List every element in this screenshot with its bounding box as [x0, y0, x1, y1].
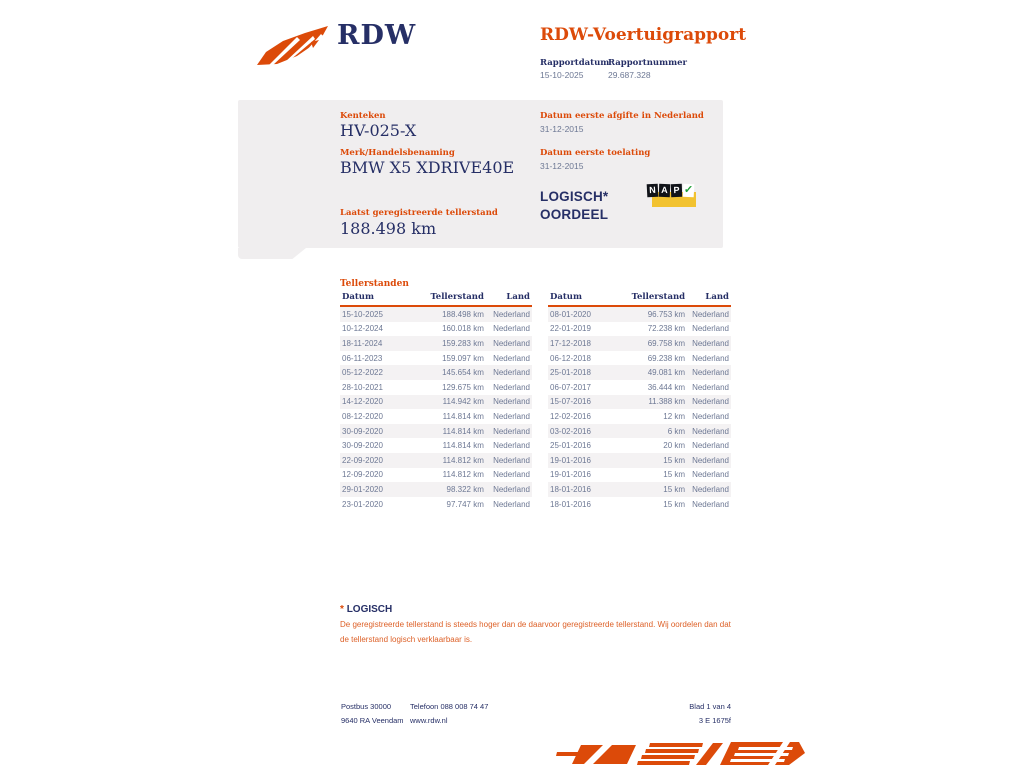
cell-datum: 22-09-2020: [342, 455, 383, 465]
odometer-row: [548, 438, 731, 453]
odometer-row: [340, 395, 532, 410]
cell-datum: 28-10-2021: [342, 382, 383, 392]
odometer-row: [340, 438, 532, 453]
odometer-row: [548, 351, 731, 366]
odometer-row: [340, 322, 532, 337]
footer-contact: [410, 700, 488, 728]
cell-datum: 10-12-2024: [342, 324, 383, 334]
cell-datum: 14-12-2020: [342, 397, 383, 407]
afgifte-value: 31-12-2015: [540, 124, 584, 134]
nap-letter-n: N: [647, 184, 659, 198]
cell-tellerstand: 160.018 km: [442, 324, 484, 334]
cell-land: Nederland: [493, 368, 530, 378]
cell-land: Nederland: [493, 499, 530, 509]
cell-datum: 30-09-2020: [342, 426, 383, 436]
cell-tellerstand: 145.654 km: [442, 368, 484, 378]
odometer-row: [340, 365, 532, 380]
odometer-row: [340, 409, 532, 424]
report-date-label: Rapportdatum: [540, 58, 610, 68]
odometer-row: [548, 409, 731, 424]
cell-datum: 19-01-2016: [550, 455, 591, 465]
cell-datum: 17-12-2018: [550, 338, 591, 348]
cell-land: Nederland: [493, 397, 530, 407]
cell-tellerstand: 6 km: [667, 426, 686, 436]
footer-address-line2: 9640 RA Veendam: [341, 716, 404, 725]
cell-land: Nederland: [692, 411, 729, 421]
cell-land: Nederland: [493, 324, 530, 334]
footnote-text: De geregistreerde tellerstand is steeds hoger dan de daarvoor geregistreerde tellerstand. Wij oordelen dan dat de tellerstand logisch verklaarbaar is.: [340, 620, 731, 644]
cell-datum: 25-01-2018: [550, 368, 591, 378]
cell-tellerstand: 36.444 km: [647, 382, 686, 392]
cell-datum: 12-02-2016: [550, 411, 591, 421]
cell-datum: 06-07-2017: [550, 382, 591, 392]
nap-logo: [647, 184, 697, 210]
cell-land: Nederland: [692, 353, 729, 363]
cell-datum: 03-02-2016: [550, 426, 591, 436]
oordeel-badge: [540, 188, 608, 224]
oordeel-line2: OORDEEL: [540, 207, 609, 222]
cell-datum: 18-01-2016: [550, 499, 591, 509]
cell-datum: 06-12-2018: [550, 353, 591, 363]
odometer-row: [548, 482, 731, 497]
odometer-row: [340, 351, 532, 366]
footer-address: [341, 700, 404, 728]
cell-tellerstand: 114.812 km: [442, 455, 484, 465]
cell-land: Nederland: [493, 426, 530, 436]
toelating-value: 31-12-2015: [540, 161, 584, 171]
footnote-title: LOGISCH: [346, 604, 393, 615]
tellerstand-value: 188.498 km: [340, 219, 437, 238]
footer-meta: [581, 700, 731, 728]
report-number-label: Rapportnummer: [608, 58, 687, 68]
kenteken-label: Kenteken: [340, 111, 386, 121]
odometer-table-right: [548, 290, 731, 511]
cell-land: Nederland: [493, 411, 530, 421]
cell-tellerstand: 159.097 km: [442, 353, 484, 363]
cell-land: Nederland: [493, 382, 530, 392]
table-header-row: [548, 290, 731, 306]
column-header-datum: Datum: [548, 290, 625, 306]
cell-datum: 05-12-2022: [342, 368, 383, 378]
cell-land: Nederland: [493, 441, 530, 451]
cell-tellerstand: 129.675 km: [442, 382, 484, 392]
footnote-asterisk: *: [340, 604, 344, 615]
cell-datum: 18-11-2024: [342, 338, 383, 348]
odometer-row: [340, 482, 532, 497]
cell-land: Nederland: [692, 441, 729, 451]
cell-land: Nederland: [692, 470, 729, 480]
cell-tellerstand: 96.753 km: [647, 309, 686, 319]
cell-tellerstand: 15 km: [663, 455, 686, 465]
odometer-row: [548, 365, 731, 380]
odometer-row: [548, 497, 731, 512]
tellerstand-label: Laatst geregistreerde tellerstand: [340, 208, 498, 218]
footer-phone: Telefoon 088 008 74 47: [410, 702, 489, 711]
cell-land: Nederland: [493, 353, 530, 363]
odometer-row: [548, 395, 731, 410]
cell-land: Nederland: [692, 397, 729, 407]
document-title: RDW-Voertuigrapport: [540, 25, 747, 45]
cell-land: Nederland: [692, 426, 729, 436]
odometer-row: [548, 453, 731, 468]
cell-tellerstand: 114.814 km: [442, 426, 484, 436]
cell-tellerstand: 98.322 km: [446, 484, 484, 494]
rdw-stripes-decoration-icon: [543, 737, 805, 768]
rdw-feather-logo-icon: [255, 24, 331, 70]
column-header-tellerstand: Tellerstand: [625, 290, 687, 306]
cell-datum: 15-10-2025: [342, 309, 383, 319]
oordeel-line1: LOGISCH*: [540, 189, 609, 204]
odometer-row: [340, 306, 532, 322]
footnote-heading: [340, 604, 392, 615]
cell-datum: 22-01-2019: [550, 324, 591, 334]
odometer-row: [340, 336, 532, 351]
cell-land: Nederland: [692, 368, 729, 378]
column-header-tellerstand: Tellerstand: [421, 290, 486, 306]
column-header-datum: Datum: [340, 290, 421, 306]
cell-datum: 15-07-2016: [550, 397, 591, 407]
cell-datum: 25-01-2016: [550, 441, 591, 451]
report-date-value: 15-10-2025: [540, 70, 584, 80]
cell-land: Nederland: [692, 455, 729, 465]
cell-land: Nederland: [493, 455, 530, 465]
odometer-row: [340, 380, 532, 395]
footer-page-indicator: Blad 1 van 4: [689, 702, 731, 711]
odometer-row: [548, 424, 731, 439]
tellerstanden-section-title: Tellerstanden: [340, 279, 409, 289]
odometer-row: [548, 322, 731, 337]
odometer-row: [340, 468, 532, 483]
cell-datum: 29-01-2020: [342, 484, 383, 494]
footer-form-code: 3 E 1675f: [698, 716, 731, 725]
cell-tellerstand: 15 km: [663, 470, 686, 480]
odometer-row: [340, 453, 532, 468]
cell-tellerstand: 15 km: [663, 484, 686, 494]
cell-tellerstand: 188.498 km: [442, 309, 484, 319]
column-header-land: Land: [687, 290, 731, 306]
cell-tellerstand: 114.812 km: [442, 470, 484, 480]
cell-land: Nederland: [692, 338, 729, 348]
cell-datum: 06-11-2023: [342, 353, 383, 363]
cell-land: Nederland: [493, 470, 530, 480]
cell-tellerstand: 114.814 km: [442, 411, 484, 421]
vehicle-summary-panel-tab: [238, 248, 306, 259]
odometer-row: [340, 497, 532, 512]
nap-letter-p: P: [671, 184, 682, 197]
cell-tellerstand: 97.747 km: [446, 499, 484, 509]
cell-datum: 08-01-2020: [550, 309, 591, 319]
column-header-land: Land: [486, 290, 532, 306]
cell-tellerstand: 72.238 km: [647, 324, 686, 334]
cell-tellerstand: 69.238 km: [647, 353, 686, 363]
cell-datum: 18-01-2016: [550, 484, 591, 494]
rdw-logo-text: RDW: [337, 20, 417, 51]
cell-land: Nederland: [692, 324, 729, 334]
cell-land: Nederland: [493, 484, 530, 494]
table-header-row: [340, 290, 532, 306]
cell-land: Nederland: [493, 338, 530, 348]
odometer-row: [548, 468, 731, 483]
nap-letter-a: A: [659, 184, 670, 197]
cell-datum: 08-12-2020: [342, 411, 383, 421]
cell-land: Nederland: [493, 309, 530, 319]
toelating-label: Datum eerste toelating: [540, 148, 651, 158]
odometer-row: [548, 336, 731, 351]
cell-tellerstand: 20 km: [663, 441, 686, 451]
cell-tellerstand: 11.388 km: [648, 397, 686, 407]
cell-land: Nederland: [692, 382, 729, 392]
cell-tellerstand: 159.283 km: [442, 338, 484, 348]
cell-land: Nederland: [692, 484, 729, 494]
cell-datum: 12-09-2020: [342, 470, 383, 480]
nap-checkmark-icon: ✓: [683, 183, 694, 197]
report-number-value: 29.687.328: [608, 70, 651, 80]
cell-tellerstand: 69.758 km: [647, 338, 686, 348]
cell-land: Nederland: [692, 499, 729, 509]
odometer-row: [548, 380, 731, 395]
merk-label: Merk/Handelsbenaming: [340, 148, 455, 158]
cell-tellerstand: 15 km: [663, 499, 686, 509]
cell-tellerstand: 114.814 km: [442, 441, 484, 451]
cell-tellerstand: 12 km: [663, 411, 686, 421]
odometer-row: [340, 424, 532, 439]
kenteken-value: HV-025-X: [340, 121, 417, 140]
cell-datum: 19-01-2016: [550, 470, 591, 480]
footer-website-link[interactable]: www.rdw.nl: [410, 716, 448, 725]
merk-value: BMW X5 XDRIVE40E: [340, 158, 515, 177]
cell-tellerstand: 114.942 km: [442, 397, 484, 407]
footer-address-line1: Postbus 30000: [341, 702, 392, 711]
afgifte-label: Datum eerste afgifte in Nederland: [540, 111, 704, 121]
cell-datum: 30-09-2020: [342, 441, 383, 451]
cell-tellerstand: 49.081 km: [647, 368, 686, 378]
cell-land: Nederland: [692, 309, 729, 319]
cell-datum: 23-01-2020: [342, 499, 383, 509]
odometer-row: [548, 306, 731, 322]
odometer-table-left: [340, 290, 532, 511]
